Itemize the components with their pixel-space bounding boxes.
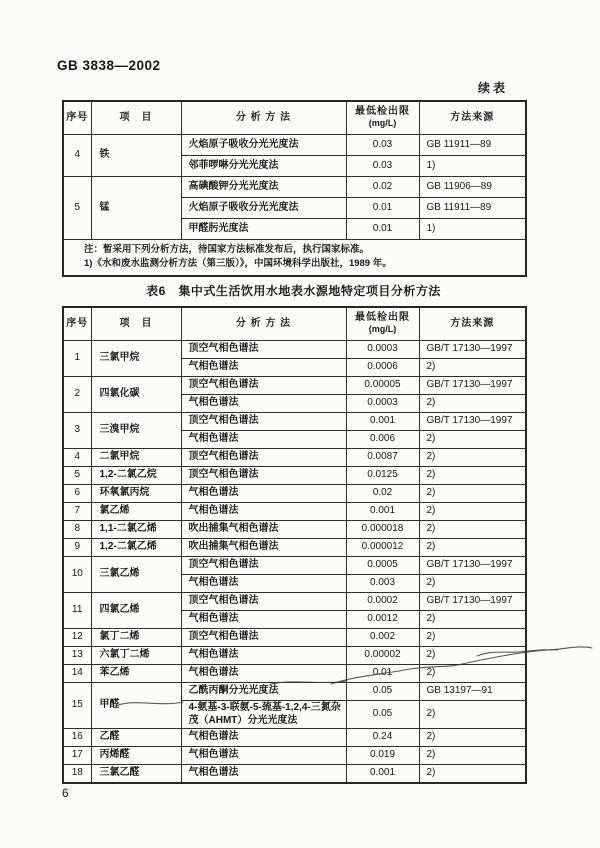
method-cell: 气相色谱法 (181, 647, 346, 665)
limit-cell: 0.0005 (346, 557, 419, 575)
note-line-1: 注：暂采用下列分析方法，待国家方法标准发布后，执行国家标准。 (84, 244, 370, 255)
row-no-cell: 15 (63, 683, 91, 729)
item-cell: 氯丁二烯 (91, 629, 181, 647)
item-cell: 乙醛 (91, 729, 181, 747)
table-row (63, 377, 526, 395)
table-row (63, 629, 526, 647)
item-cell: 三氯乙烯 (91, 557, 181, 593)
item-cell: 三氯乙醛 (91, 765, 181, 784)
method-cell: 气相色谱法 (181, 611, 346, 629)
limit-cell: 0.0125 (346, 467, 419, 485)
table-row (63, 467, 526, 485)
analysis-methods-table-continued (62, 100, 527, 277)
header-row (63, 307, 526, 341)
item-cell: 三溴甲烷 (91, 413, 181, 449)
column-header: 项 目 (91, 307, 181, 341)
method-cell: 气相色谱法 (181, 359, 346, 377)
item-cell: 氯乙烯 (91, 503, 181, 521)
method-cell: 气相色谱法 (181, 395, 346, 413)
table-row (63, 135, 526, 156)
source-cell: 2) (419, 765, 526, 784)
table-row (63, 729, 526, 747)
source-cell: 2) (419, 747, 526, 765)
method-cell: 顶空气相色谱法 (181, 449, 346, 467)
limit-cell: 0.000018 (346, 521, 419, 539)
column-header: 方法来源 (419, 307, 526, 341)
method-cell: 火焰原子吸收分光光度法 (181, 135, 346, 156)
limit-cell: 0.00005 (346, 377, 419, 395)
table-row (63, 413, 526, 431)
table-row (63, 747, 526, 765)
limit-cell: 0.01 (346, 198, 419, 219)
item-cell: 1,2-二氯乙烷 (91, 467, 181, 485)
limit-cell: 0.05 (346, 683, 419, 701)
column-header: 项 目 (91, 101, 181, 135)
source-cell: 1) (419, 219, 526, 240)
method-cell: 顶空气相色谱法 (181, 629, 346, 647)
source-cell: 2) (419, 395, 526, 413)
limit-cell: 0.02 (346, 177, 419, 198)
limit-cell: 0.0006 (346, 359, 419, 377)
limit-cell: 0.03 (346, 156, 419, 177)
method-cell: 气相色谱法 (181, 503, 346, 521)
source-cell: 2) (419, 701, 526, 729)
method-cell: 吹出捕集气相色谱法 (181, 539, 346, 557)
table-row (63, 647, 526, 665)
table-row (63, 449, 526, 467)
source-cell: GB/T 17130—1997 (419, 593, 526, 611)
limit-cell: 0.0002 (346, 593, 419, 611)
page-number: 6 (62, 786, 69, 800)
source-cell: 1) (419, 156, 526, 177)
method-cell: 气相色谱法 (181, 575, 346, 593)
source-cell: GB 11911—89 (419, 198, 526, 219)
method-cell: 顶空气相色谱法 (181, 377, 346, 395)
source-cell: 2) (419, 431, 526, 449)
row-no-cell: 10 (63, 557, 91, 593)
column-header: 分 析 方 法 (181, 307, 346, 341)
method-cell: 高碘酸钾分光光度法 (181, 177, 346, 198)
item-cell: 四氯乙烯 (91, 593, 181, 629)
row-no-cell: 5 (63, 467, 91, 485)
method-cell: 火焰原子吸收分光光度法 (181, 198, 346, 219)
source-cell: 2) (419, 629, 526, 647)
limit-cell: 0.006 (346, 431, 419, 449)
table-row (63, 341, 526, 359)
row-no-cell: 16 (63, 729, 91, 747)
method-cell: 顶空气相色谱法 (181, 467, 346, 485)
limit-cell: 0.001 (346, 765, 419, 784)
column-header-unit: (mg/L) (368, 118, 397, 128)
column-header: 序号 (63, 307, 91, 341)
row-no-cell: 5 (63, 177, 91, 240)
row-no-cell: 14 (63, 665, 91, 683)
method-cell: 顶空气相色谱法 (181, 413, 346, 431)
limit-cell: 0.001 (346, 413, 419, 431)
method-cell: 气相色谱法 (181, 431, 346, 449)
source-cell: GB/T 17130—1997 (419, 341, 526, 359)
table-row (63, 683, 526, 701)
header-row (63, 101, 526, 135)
table-row (63, 765, 526, 784)
limit-cell: 0.0003 (346, 395, 419, 413)
source-cell: 2) (419, 729, 526, 747)
row-no-cell: 8 (63, 521, 91, 539)
column-header: 最低检出限 (mg/L) (346, 101, 419, 135)
item-cell: 六氯丁二烯 (91, 647, 181, 665)
method-cell: 顶空气相色谱法 (181, 557, 346, 575)
source-cell: 2) (419, 647, 526, 665)
specific-items-analysis-table (62, 306, 527, 784)
item-cell: 三氯甲烷 (91, 341, 181, 377)
source-cell: GB/T 17130—1997 (419, 413, 526, 431)
row-no-cell: 4 (63, 135, 91, 177)
limit-cell: 0.01 (346, 665, 419, 683)
limit-cell: 0.001 (346, 503, 419, 521)
item-cell: 苯乙烯 (91, 665, 181, 683)
source-cell: GB/T 17130—1997 (419, 377, 526, 395)
source-cell: 2) (419, 359, 526, 377)
method-cell: 甲醛肟光度法 (181, 219, 346, 240)
source-cell: GB/T 17130—1997 (419, 557, 526, 575)
standard-number: GB 3838—2002 (57, 58, 161, 73)
method-cell: 4-氨基-3-联氨-5-巯基-1,2,4-三氮杂茂（AHMT）分光光度法 (181, 701, 346, 729)
item-cell: 丙烯醛 (91, 747, 181, 765)
row-no-cell: 4 (63, 449, 91, 467)
column-header: 方法来源 (419, 101, 526, 135)
source-cell: 2) (419, 449, 526, 467)
row-no-cell: 11 (63, 593, 91, 629)
limit-cell: 0.05 (346, 701, 419, 729)
item-cell: 铁 (91, 135, 181, 177)
limit-cell: 0.02 (346, 485, 419, 503)
source-cell: 2) (419, 503, 526, 521)
column-header: 序号 (63, 101, 91, 135)
row-no-cell: 13 (63, 647, 91, 665)
table-row (63, 503, 526, 521)
source-cell: 2) (419, 575, 526, 593)
table-row (63, 665, 526, 683)
source-cell: GB 11906—89 (419, 177, 526, 198)
source-cell: 2) (419, 467, 526, 485)
row-no-cell: 17 (63, 747, 91, 765)
item-cell: 1,1-二氯乙烯 (91, 521, 181, 539)
row-no-cell: 7 (63, 503, 91, 521)
item-cell: 1,2-二氯乙烯 (91, 539, 181, 557)
row-no-cell: 1 (63, 341, 91, 377)
source-cell: 2) (419, 485, 526, 503)
continued-table-label: 续表 (478, 81, 509, 95)
source-cell: 2) (419, 665, 526, 683)
table-row (63, 557, 526, 575)
limit-cell: 0.00002 (346, 647, 419, 665)
method-cell: 气相色谱法 (181, 747, 346, 765)
table-notes (63, 240, 526, 276)
source-cell: GB 13197—91 (419, 683, 526, 701)
method-cell: 顶空气相色谱法 (181, 593, 346, 611)
method-cell: 气相色谱法 (181, 665, 346, 683)
row-no-cell: 3 (63, 413, 91, 449)
column-header: 分 析 方 法 (181, 101, 346, 135)
limit-cell: 0.000012 (346, 539, 419, 557)
column-header-unit: (mg/L) (368, 324, 397, 334)
source-cell: 2) (419, 539, 526, 557)
item-cell: 甲醛 (91, 683, 181, 729)
column-header: 最低检出限 (mg/L) (346, 307, 419, 341)
source-cell: 2) (419, 521, 526, 539)
limit-cell: 0.003 (346, 575, 419, 593)
row-no-cell: 18 (63, 765, 91, 784)
item-cell: 二氯甲烷 (91, 449, 181, 467)
method-cell: 邻菲啰啉分光光度法 (181, 156, 346, 177)
table-row (63, 593, 526, 611)
method-cell: 顶空气相色谱法 (181, 341, 346, 359)
limit-cell: 0.019 (346, 747, 419, 765)
source-cell: GB 11911—89 (419, 135, 526, 156)
row-no-cell: 9 (63, 539, 91, 557)
method-cell: 吹出捕集气相色谱法 (181, 521, 346, 539)
item-cell: 环氧氯丙烷 (91, 485, 181, 503)
row-no-cell: 6 (63, 485, 91, 503)
method-cell: 气相色谱法 (181, 765, 346, 784)
item-cell: 锰 (91, 177, 181, 240)
table6-title: 表6 集中式生活饮用水地表水源地特定项目分析方法 (146, 284, 441, 298)
method-cell: 乙酰丙酮分光光度法 (181, 683, 346, 701)
limit-cell: 0.0087 (346, 449, 419, 467)
limit-cell: 0.03 (346, 135, 419, 156)
source-cell: 2) (419, 611, 526, 629)
method-cell: 气相色谱法 (181, 485, 346, 503)
table-row (63, 485, 526, 503)
method-cell: 气相色谱法 (181, 729, 346, 747)
row-no-cell: 2 (63, 377, 91, 413)
item-cell: 四氯化碳 (91, 377, 181, 413)
row-no-cell: 12 (63, 629, 91, 647)
table-row (63, 177, 526, 198)
notes-row (63, 240, 526, 276)
limit-cell: 0.0003 (346, 341, 419, 359)
limit-cell: 0.01 (346, 219, 419, 240)
limit-cell: 0.0012 (346, 611, 419, 629)
limit-cell: 0.24 (346, 729, 419, 747)
limit-cell: 0.002 (346, 629, 419, 647)
table-row (63, 539, 526, 557)
table-row (63, 521, 526, 539)
note-line-2: 1)《水和废水监测分析方法（第三版）》，中国环境科学出版社，1989 年。 (84, 257, 392, 269)
